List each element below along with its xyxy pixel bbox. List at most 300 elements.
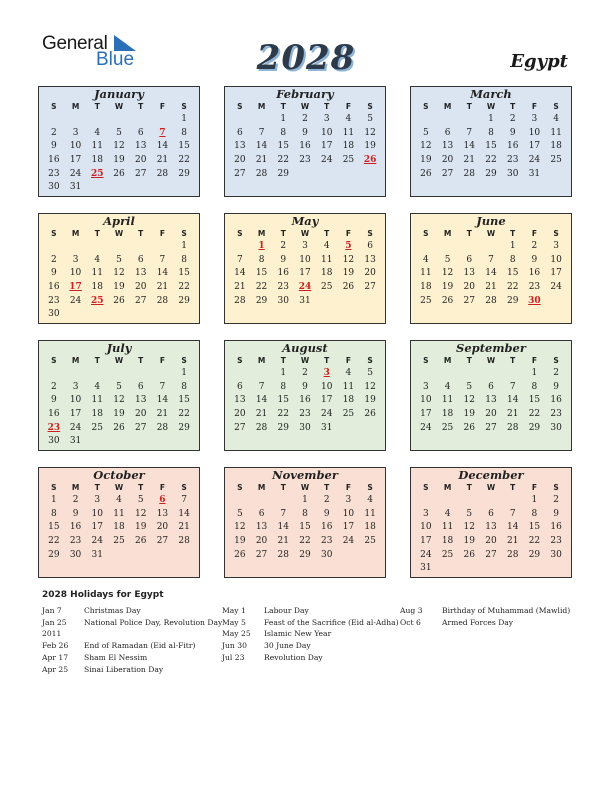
- holiday-name: Armed Forces Day: [442, 617, 514, 627]
- empty-cell: [130, 113, 152, 127]
- weekday-header: T: [466, 483, 472, 492]
- date-cell: 20: [364, 268, 376, 279]
- date-cell: 7: [509, 381, 516, 392]
- weekday-header: S: [367, 229, 373, 238]
- date-cell: 6: [466, 254, 473, 265]
- weekday-header: F: [159, 483, 165, 492]
- empty-cell: [502, 367, 524, 381]
- date-cell: 18: [320, 268, 333, 279]
- empty-cell: [251, 494, 273, 508]
- date-cell: 17: [550, 268, 562, 279]
- date-cell: 30: [69, 549, 82, 560]
- date-cell: 1: [280, 368, 287, 378]
- date-cell: 11: [441, 522, 454, 533]
- weekday-header: T: [510, 356, 516, 365]
- weekday-header: W: [114, 102, 124, 111]
- date-cell: 13: [441, 141, 454, 152]
- weekday-header: T: [138, 356, 144, 365]
- date-cell: 16: [528, 268, 541, 279]
- date-cell: 20: [156, 522, 169, 533]
- date-cell: 6: [236, 381, 243, 392]
- month-december: [410, 467, 572, 578]
- month-name: February: [276, 87, 334, 101]
- date-cell: 1: [280, 114, 287, 124]
- weekday-header: M: [71, 356, 80, 365]
- date-cell: 2: [553, 495, 559, 505]
- date-cell: 4: [116, 495, 122, 505]
- date-cell: 7: [488, 254, 494, 265]
- date-cell: 15: [178, 141, 190, 152]
- date-cell: 13: [364, 254, 376, 265]
- date-cell: 1: [509, 241, 516, 251]
- weekday-header: S: [51, 102, 57, 111]
- date-cell: 10: [320, 381, 333, 392]
- date-cell: 5: [116, 381, 122, 392]
- weekday-header: M: [71, 229, 80, 238]
- holiday-name: Feast of the Sacrifice (Eid al-Adha): [264, 617, 399, 627]
- date-cell: 20: [485, 409, 497, 420]
- month-days-grid: [411, 101, 571, 181]
- date-cell: 28: [506, 549, 519, 560]
- date-cell: 23: [528, 282, 541, 293]
- date-cell: 23: [48, 295, 60, 306]
- date-cell: 2: [72, 495, 79, 505]
- holiday-column: [222, 605, 399, 664]
- date-cell: 6: [488, 508, 494, 519]
- holiday-item: [222, 628, 399, 640]
- empty-cell: [43, 113, 65, 127]
- date-cell: 25: [420, 295, 432, 306]
- date-cell: 3: [72, 381, 79, 392]
- date-cell: 4: [94, 381, 101, 392]
- date-cell: 1: [181, 114, 187, 124]
- date-cell: 29: [277, 168, 289, 179]
- date-cell: 21: [156, 282, 169, 293]
- date-cell: 10: [320, 127, 333, 138]
- date-cell: 19: [364, 141, 376, 152]
- month-days-grid: [411, 355, 571, 435]
- empty-cell: [229, 240, 251, 254]
- empty-cell: [437, 113, 459, 127]
- date-cell: 5: [137, 495, 144, 505]
- month-days-grid: [411, 228, 571, 308]
- date-cell: 4: [367, 495, 373, 505]
- empty-cell: [108, 367, 130, 381]
- date-cell: 1: [181, 368, 187, 378]
- date-cell: 21: [485, 282, 497, 293]
- date-cell: 3: [531, 114, 538, 124]
- date-cell: 3: [94, 495, 101, 505]
- date-cell: 24: [320, 409, 333, 420]
- date-cell: 18: [420, 282, 432, 293]
- date-cell: 23: [550, 536, 562, 547]
- date-cell: 29: [48, 549, 60, 560]
- date-cell: 31: [299, 295, 311, 306]
- date-cell: 15: [178, 268, 190, 279]
- weekday-header: W: [486, 229, 496, 238]
- date-cell: 11: [113, 508, 125, 519]
- date-cell: 20: [441, 155, 454, 166]
- date-cell: 15: [528, 522, 541, 533]
- empty-cell: [437, 494, 459, 508]
- holiday-date: 1: [258, 241, 265, 251]
- date-cell: 18: [441, 536, 454, 547]
- date-cell: 17: [420, 409, 432, 420]
- date-cell: 26: [463, 422, 475, 433]
- date-cell: 8: [509, 254, 516, 265]
- empty-cell: [415, 113, 437, 127]
- date-cell: 10: [420, 522, 432, 533]
- holiday-column: [42, 605, 222, 675]
- date-cell: 23: [69, 536, 82, 547]
- date-cell: 27: [134, 422, 147, 433]
- weekday-header: M: [443, 483, 452, 492]
- weekday-header: T: [94, 483, 100, 492]
- date-cell: 8: [280, 381, 287, 392]
- date-cell: 1: [488, 114, 494, 124]
- date-cell: 8: [181, 381, 187, 392]
- date-cell: 23: [550, 409, 562, 420]
- date-cell: 22: [528, 409, 541, 420]
- weekday-header: T: [466, 229, 472, 238]
- empty-cell: [152, 367, 174, 381]
- date-cell: 23: [277, 282, 289, 293]
- empty-cell: [415, 367, 437, 381]
- date-cell: 4: [444, 508, 451, 519]
- holiday-date-label: Jul 23: [222, 652, 245, 662]
- date-cell: 27: [156, 536, 169, 547]
- date-cell: 19: [441, 282, 454, 293]
- date-cell: 29: [528, 549, 541, 560]
- date-cell: 13: [255, 522, 268, 533]
- date-cell: 11: [364, 508, 376, 519]
- logo-word-general: General: [42, 33, 108, 54]
- date-cell: 25: [550, 155, 562, 166]
- date-cell: 1: [50, 495, 57, 505]
- date-cell: 25: [364, 536, 376, 547]
- date-cell: 5: [367, 114, 373, 124]
- weekday-header: T: [324, 102, 330, 111]
- month-name: November: [272, 468, 338, 482]
- date-cell: 26: [420, 168, 432, 179]
- date-cell: 14: [485, 268, 497, 279]
- weekday-header: T: [138, 102, 144, 111]
- date-cell: 11: [441, 395, 454, 406]
- empty-cell: [458, 494, 480, 508]
- date-cell: 28: [255, 422, 268, 433]
- date-cell: 16: [299, 141, 311, 152]
- weekday-header: T: [510, 483, 516, 492]
- date-cell: 5: [116, 254, 122, 265]
- date-cell: 11: [91, 395, 103, 406]
- date-cell: 14: [506, 395, 519, 406]
- weekday-header: M: [257, 229, 266, 238]
- date-cell: 19: [342, 268, 355, 279]
- date-cell: 5: [466, 381, 473, 392]
- weekday-header: T: [138, 229, 144, 238]
- holiday-date: 23: [47, 422, 61, 433]
- holiday-name: National Police Day, Revolution Day: [84, 617, 223, 627]
- date-cell: 1: [531, 368, 538, 378]
- date-cell: 24: [420, 549, 432, 560]
- date-cell: 24: [69, 422, 82, 433]
- month-name: July: [106, 341, 132, 355]
- date-cell: 9: [50, 395, 57, 406]
- date-cell: 17: [320, 141, 333, 152]
- date-cell: 12: [463, 522, 475, 533]
- date-cell: 7: [159, 381, 166, 392]
- date-cell: 16: [550, 395, 562, 406]
- date-cell: 8: [181, 254, 187, 265]
- date-cell: 22: [178, 409, 190, 420]
- date-cell: 19: [113, 409, 125, 420]
- date-cell: 11: [320, 254, 333, 265]
- month-july: [38, 340, 200, 451]
- date-cell: 5: [466, 508, 473, 519]
- month-name: January: [94, 87, 144, 101]
- date-cell: 10: [91, 508, 103, 519]
- date-cell: 10: [299, 254, 311, 265]
- holiday-name: 2011: [42, 629, 62, 639]
- date-cell: 19: [113, 282, 125, 293]
- weekday-header: S: [51, 229, 57, 238]
- weekday-header: T: [324, 356, 330, 365]
- holiday-name: Labour Day: [264, 606, 309, 615]
- date-cell: 27: [364, 282, 376, 293]
- date-cell: 17: [528, 141, 541, 152]
- weekday-header: F: [345, 356, 351, 365]
- holiday-item: [42, 664, 222, 676]
- weekday-header: S: [237, 356, 243, 365]
- date-cell: 12: [234, 522, 246, 533]
- date-cell: 2: [302, 368, 308, 378]
- empty-cell: [437, 240, 459, 254]
- weekday-header: S: [51, 483, 57, 492]
- holiday-item: [222, 640, 399, 652]
- date-cell: 4: [94, 254, 101, 265]
- date-cell: 17: [91, 522, 103, 533]
- date-cell: 18: [342, 395, 355, 406]
- date-cell: 6: [137, 127, 144, 138]
- date-cell: 14: [255, 395, 268, 406]
- date-cell: 22: [485, 155, 497, 166]
- holiday-date: 30: [528, 295, 541, 306]
- holiday-date: 7: [159, 127, 166, 138]
- holiday-date-label: Oct 6: [400, 617, 421, 627]
- date-cell: 28: [277, 549, 289, 560]
- date-cell: 29: [178, 295, 190, 306]
- date-cell: 24: [91, 536, 103, 547]
- date-cell: 29: [299, 549, 311, 560]
- date-cell: 13: [234, 395, 246, 406]
- date-cell: 2: [553, 368, 559, 378]
- date-cell: 4: [444, 381, 451, 392]
- date-cell: 22: [178, 155, 190, 166]
- weekday-header: F: [531, 483, 537, 492]
- date-cell: 22: [528, 536, 541, 547]
- weekday-header: M: [71, 102, 80, 111]
- month-days-grid: [39, 101, 199, 195]
- weekday-header: F: [345, 229, 351, 238]
- date-cell: 26: [134, 536, 147, 547]
- holiday-item: [42, 628, 222, 640]
- date-cell: 16: [299, 395, 311, 406]
- date-cell: 13: [234, 141, 246, 152]
- date-cell: 9: [302, 127, 308, 138]
- date-cell: 27: [441, 168, 454, 179]
- holiday-date-label: May 25: [222, 629, 251, 639]
- date-cell: 15: [506, 268, 519, 279]
- weekday-header: M: [257, 102, 266, 111]
- date-cell: 27: [234, 168, 246, 179]
- date-cell: 12: [364, 381, 376, 392]
- date-cell: 13: [485, 395, 497, 406]
- date-cell: 3: [72, 127, 79, 138]
- month-days-grid: [225, 228, 385, 308]
- date-cell: 3: [422, 508, 429, 519]
- date-cell: 27: [134, 168, 147, 179]
- date-cell: 7: [159, 254, 166, 265]
- weekday-header: W: [300, 102, 310, 111]
- weekday-header: S: [553, 102, 559, 111]
- empty-cell: [415, 240, 437, 254]
- date-cell: 29: [255, 295, 268, 306]
- month-november: [224, 467, 386, 578]
- date-cell: 16: [48, 155, 60, 166]
- date-cell: 3: [422, 381, 429, 392]
- month-days-grid: [225, 482, 385, 562]
- date-cell: 4: [553, 114, 559, 124]
- date-cell: 30: [550, 549, 562, 560]
- date-cell: 4: [323, 241, 330, 251]
- date-cell: 31: [528, 168, 541, 179]
- weekday-header: M: [257, 483, 266, 492]
- weekday-header: F: [531, 229, 537, 238]
- date-cell: 26: [234, 549, 246, 560]
- date-cell: 13: [463, 268, 475, 279]
- month-days-grid: [39, 355, 199, 449]
- date-cell: 14: [156, 268, 169, 279]
- date-cell: 11: [91, 141, 103, 152]
- weekday-header: S: [51, 356, 57, 365]
- date-cell: 10: [69, 141, 82, 152]
- date-cell: 20: [234, 155, 246, 166]
- empty-cell: [458, 113, 480, 127]
- date-cell: 23: [299, 155, 311, 166]
- empty-cell: [152, 240, 174, 254]
- date-cell: 28: [156, 168, 169, 179]
- weekday-header: M: [257, 356, 266, 365]
- date-cell: 2: [323, 495, 330, 505]
- month-name: April: [103, 214, 135, 228]
- date-cell: 23: [320, 536, 333, 547]
- date-cell: 30: [48, 309, 60, 320]
- weekday-header: M: [443, 229, 452, 238]
- date-cell: 17: [420, 536, 432, 547]
- weekday-header: S: [367, 356, 373, 365]
- date-cell: 13: [134, 141, 147, 152]
- weekday-header: T: [466, 356, 472, 365]
- date-cell: 12: [113, 141, 125, 152]
- holiday-date-label: Apr 17: [42, 652, 69, 662]
- date-cell: 2: [280, 241, 287, 251]
- month-april: [38, 213, 200, 324]
- date-cell: 8: [50, 508, 57, 519]
- holiday-date-label: Jan 7: [42, 606, 62, 615]
- empty-cell: [415, 494, 437, 508]
- month-days-grid: [39, 228, 199, 322]
- weekday-header: F: [345, 483, 351, 492]
- holiday-date: 17: [69, 282, 82, 293]
- date-cell: 20: [234, 409, 246, 420]
- weekday-header: W: [114, 356, 124, 365]
- date-cell: 18: [113, 522, 125, 533]
- date-cell: 4: [94, 127, 101, 138]
- month-march: [410, 86, 572, 197]
- date-cell: 17: [69, 155, 82, 166]
- weekday-header: T: [138, 483, 144, 492]
- date-cell: 30: [277, 295, 289, 306]
- weekday-header: T: [324, 229, 330, 238]
- weekday-header: S: [367, 483, 373, 492]
- date-cell: 7: [258, 381, 265, 392]
- weekday-header: T: [280, 229, 286, 238]
- date-cell: 2: [302, 114, 308, 124]
- month-name: October: [93, 468, 145, 482]
- date-cell: 26: [342, 282, 355, 293]
- weekday-header: S: [237, 483, 243, 492]
- date-cell: 11: [420, 268, 432, 279]
- date-cell: 16: [48, 282, 60, 293]
- date-cell: 30: [320, 549, 333, 560]
- date-cell: 15: [299, 522, 311, 533]
- date-cell: 13: [134, 395, 147, 406]
- date-cell: 10: [420, 395, 432, 406]
- date-cell: 14: [277, 522, 289, 533]
- empty-cell: [65, 113, 87, 127]
- month-name: March: [470, 87, 512, 101]
- date-cell: 1: [302, 495, 308, 505]
- date-cell: 21: [506, 409, 519, 420]
- date-cell: 30: [506, 168, 519, 179]
- date-cell: 20: [485, 536, 497, 547]
- date-cell: 21: [255, 409, 268, 420]
- date-cell: 12: [342, 254, 355, 265]
- date-cell: 31: [69, 436, 82, 447]
- date-cell: 20: [134, 282, 147, 293]
- date-cell: 29: [178, 422, 190, 433]
- date-cell: 22: [277, 409, 289, 420]
- date-cell: 28: [255, 168, 268, 179]
- date-cell: 21: [277, 536, 289, 547]
- date-cell: 2: [50, 127, 57, 138]
- date-cell: 26: [113, 422, 125, 433]
- date-cell: 12: [463, 395, 475, 406]
- date-cell: 18: [342, 141, 355, 152]
- holiday-date-label: May 1: [222, 606, 246, 615]
- empty-cell: [480, 240, 502, 254]
- date-cell: 3: [345, 495, 352, 505]
- date-cell: 12: [113, 395, 125, 406]
- date-cell: 8: [258, 254, 265, 265]
- date-cell: 14: [463, 141, 475, 152]
- date-cell: 18: [91, 282, 103, 293]
- date-cell: 11: [342, 127, 355, 138]
- date-cell: 12: [364, 127, 376, 138]
- holiday-item: [42, 605, 222, 617]
- date-cell: 16: [550, 522, 562, 533]
- date-cell: 24: [528, 155, 541, 166]
